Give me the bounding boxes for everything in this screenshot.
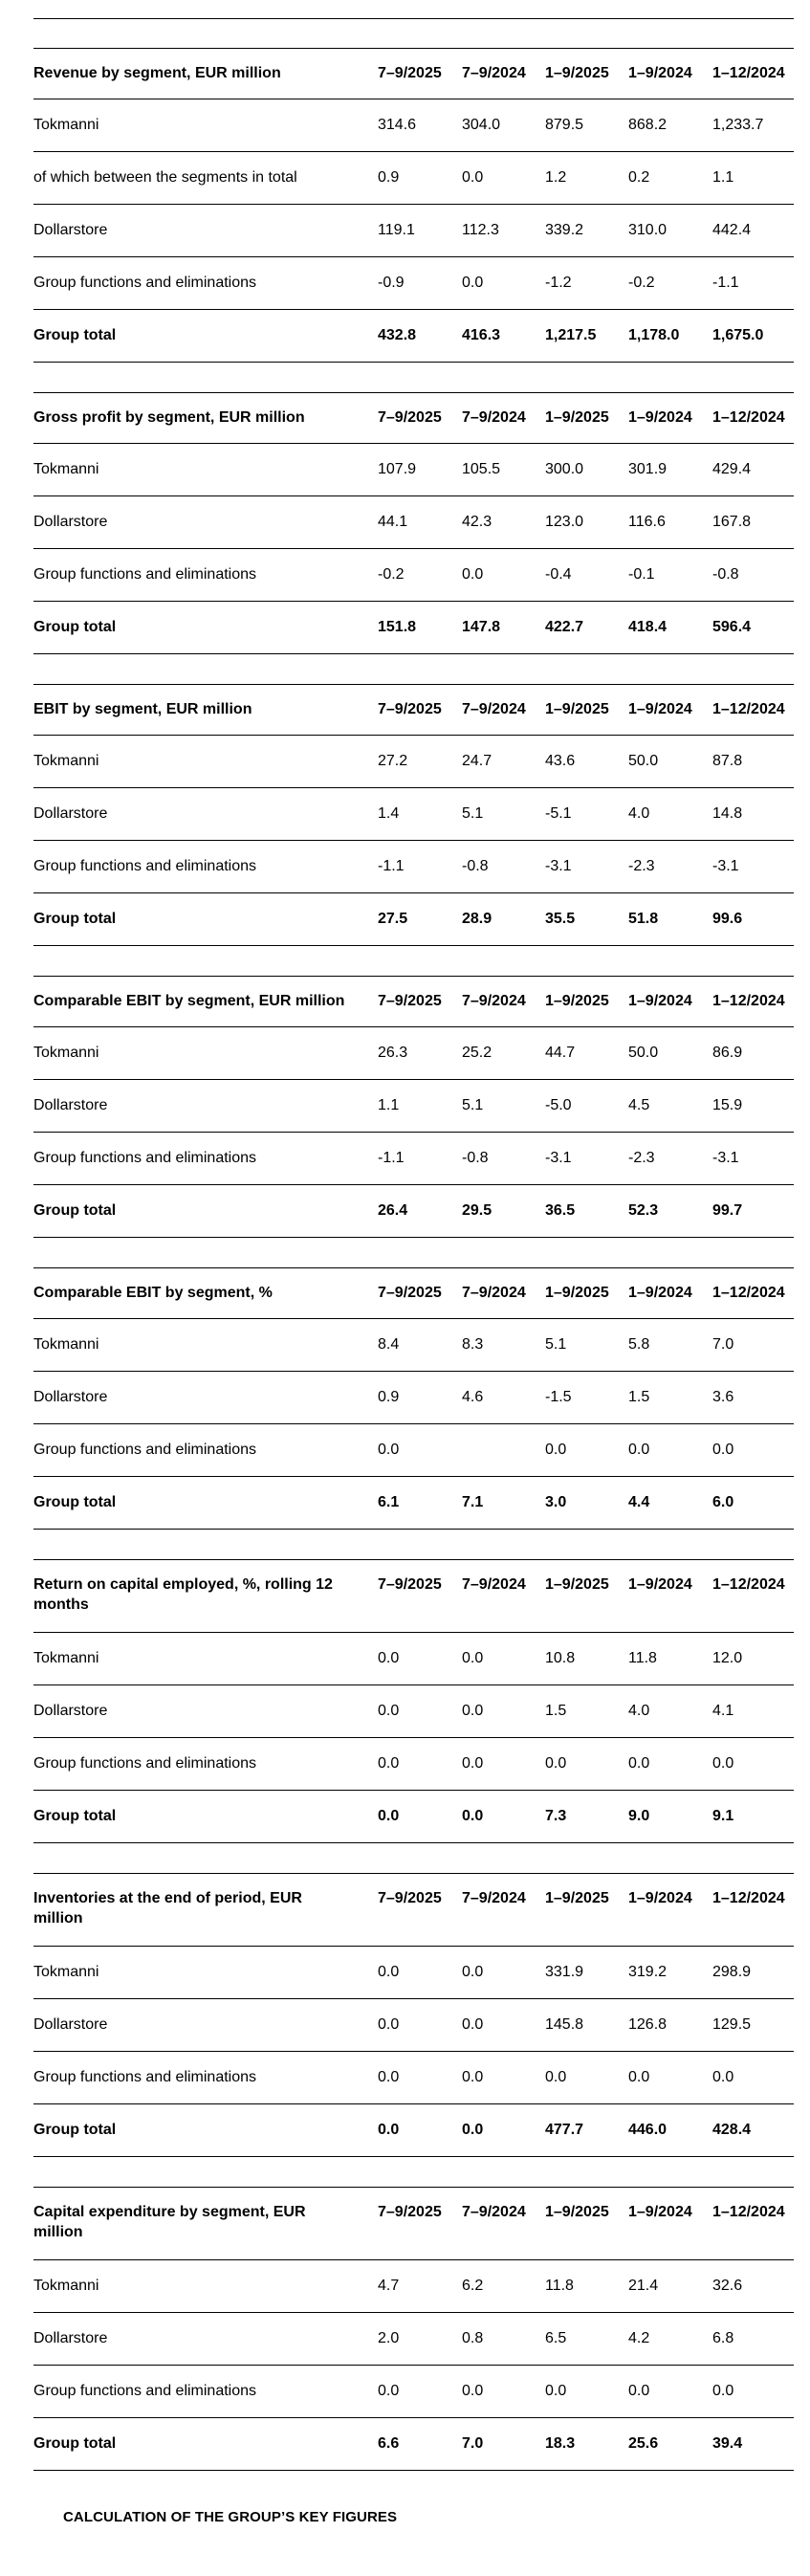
row-label: Tokmanni: [33, 1633, 378, 1685]
row-label: Group functions and eliminations: [33, 549, 378, 602]
value-cell: -1.5: [545, 1372, 628, 1424]
table-row: [33, 1738, 794, 1791]
value-cell: -3.1: [712, 1133, 794, 1185]
value-cell: 442.4: [712, 205, 794, 257]
value-cell: -2.3: [628, 841, 712, 893]
value-cell: -5.1: [545, 788, 628, 841]
value-cell: 24.7: [462, 736, 545, 788]
value-cell: 416.3: [462, 310, 545, 363]
table-row: [33, 205, 794, 257]
col-header-period: 7–9/2025: [378, 393, 462, 444]
value-cell: 7.0: [712, 1319, 794, 1372]
value-cell: 0.0: [462, 1685, 545, 1738]
col-header-period: 7–9/2025: [378, 685, 462, 736]
value-cell: 432.8: [378, 310, 462, 363]
value-cell: 310.0: [628, 205, 712, 257]
value-cell: -0.9: [378, 257, 462, 310]
row-label: of which between the segments in total: [33, 152, 378, 205]
value-cell: 429.4: [712, 444, 794, 496]
table-row: [33, 1791, 794, 1843]
value-cell: 428.4: [712, 2104, 794, 2157]
table-row: [33, 496, 794, 549]
value-cell: 43.6: [545, 736, 628, 788]
value-cell: 301.9: [628, 444, 712, 496]
segment-table: [33, 1559, 794, 1843]
value-cell: 4.5: [628, 1080, 712, 1133]
value-cell: -3.1: [545, 1133, 628, 1185]
value-cell: -0.2: [628, 257, 712, 310]
value-cell: 129.5: [712, 1999, 794, 2052]
col-header-period: 1–12/2024: [712, 2188, 794, 2260]
value-cell: 4.7: [378, 2260, 462, 2313]
col-header-period: 1–9/2025: [545, 1268, 628, 1319]
value-cell: 0.0: [378, 1424, 462, 1477]
col-header-period: 1–9/2025: [545, 977, 628, 1027]
value-cell: 147.8: [462, 602, 545, 654]
value-cell: 27.5: [378, 893, 462, 946]
col-header-period: 1–12/2024: [712, 1560, 794, 1633]
value-cell: 25.2: [462, 1027, 545, 1080]
value-cell: 1.1: [712, 152, 794, 205]
table-row: [33, 444, 794, 496]
col-header-period: 1–9/2024: [628, 1268, 712, 1319]
row-label: Group functions and eliminations: [33, 841, 378, 893]
value-cell: 50.0: [628, 736, 712, 788]
value-cell: 4.4: [628, 1477, 712, 1530]
value-cell: 7.0: [462, 2418, 545, 2471]
value-cell: 596.4: [712, 602, 794, 654]
value-cell: 5.1: [462, 788, 545, 841]
table-row: [33, 2313, 794, 2366]
value-cell: 116.6: [628, 496, 712, 549]
row-label: Tokmanni: [33, 1947, 378, 1999]
value-cell: 6.5: [545, 2313, 628, 2366]
value-cell: 151.8: [378, 602, 462, 654]
value-cell: 8.4: [378, 1319, 462, 1372]
value-cell: 0.0: [712, 2366, 794, 2418]
value-cell: -0.4: [545, 549, 628, 602]
value-cell: 14.8: [712, 788, 794, 841]
col-header-period: 7–9/2025: [378, 2188, 462, 2260]
value-cell: 298.9: [712, 1947, 794, 1999]
value-cell: 0.0: [378, 1685, 462, 1738]
value-cell: -3.1: [545, 841, 628, 893]
value-cell: 0.0: [462, 1947, 545, 1999]
table-title: Gross profit by segment, EUR million: [33, 393, 378, 444]
value-cell: 42.3: [462, 496, 545, 549]
table-header-row: [33, 49, 794, 99]
table-row: [33, 1319, 794, 1372]
value-cell: 86.9: [712, 1027, 794, 1080]
row-label: Dollarstore: [33, 1080, 378, 1133]
value-cell: 28.9: [462, 893, 545, 946]
table-header-row: [33, 977, 794, 1027]
col-header-period: 1–12/2024: [712, 49, 794, 99]
col-header-period: 1–9/2025: [545, 49, 628, 99]
segment-table: [33, 684, 794, 946]
table-title: Comparable EBIT by segment, %: [33, 1268, 378, 1319]
value-cell: 418.4: [628, 602, 712, 654]
table-row: [33, 788, 794, 841]
row-label: Dollarstore: [33, 788, 378, 841]
value-cell: 868.2: [628, 99, 712, 152]
row-label: Dollarstore: [33, 496, 378, 549]
row-label: Group functions and eliminations: [33, 257, 378, 310]
value-cell: 1,217.5: [545, 310, 628, 363]
value-cell: 0.0: [628, 2052, 712, 2104]
value-cell: 1,233.7: [712, 99, 794, 152]
table-row: [33, 257, 794, 310]
value-cell: -1.1: [378, 1133, 462, 1185]
value-cell: 52.3: [628, 1185, 712, 1238]
col-header-period: 7–9/2025: [378, 1560, 462, 1633]
value-cell: -0.1: [628, 549, 712, 602]
col-header-period: 1–9/2025: [545, 1560, 628, 1633]
col-header-period: 1–12/2024: [712, 1268, 794, 1319]
segment-table: [33, 48, 794, 363]
table-header-row: [33, 685, 794, 736]
value-cell: 44.1: [378, 496, 462, 549]
value-cell: 0.0: [378, 2366, 462, 2418]
col-header-period: 1–12/2024: [712, 393, 794, 444]
value-cell: 6.6: [378, 2418, 462, 2471]
row-label: Group total: [33, 893, 378, 946]
table-row: [33, 1027, 794, 1080]
value-cell: 1.2: [545, 152, 628, 205]
value-cell: 8.3: [462, 1319, 545, 1372]
value-cell: 0.0: [378, 1738, 462, 1791]
row-label: Tokmanni: [33, 2260, 378, 2313]
value-cell: 145.8: [545, 1999, 628, 2052]
table-row: [33, 1424, 794, 1477]
table-row: [33, 2418, 794, 2471]
value-cell: 15.9: [712, 1080, 794, 1133]
value-cell: 35.5: [545, 893, 628, 946]
value-cell: 0.0: [462, 1738, 545, 1791]
col-header-period: 7–9/2024: [462, 977, 545, 1027]
value-cell: 0.0: [462, 257, 545, 310]
col-header-period: 7–9/2024: [462, 1268, 545, 1319]
row-label: Dollarstore: [33, 1685, 378, 1738]
table-header-row: [33, 1268, 794, 1319]
segment-table: [33, 2187, 794, 2471]
value-cell: 0.0: [712, 1738, 794, 1791]
value-cell: 7.3: [545, 1791, 628, 1843]
value-cell: 4.2: [628, 2313, 712, 2366]
value-cell: -1.2: [545, 257, 628, 310]
table-row: [33, 1080, 794, 1133]
value-cell: 0.8: [462, 2313, 545, 2366]
value-cell: 0.0: [545, 2052, 628, 2104]
value-cell: 422.7: [545, 602, 628, 654]
value-cell: -1.1: [712, 257, 794, 310]
value-cell: 0.0: [378, 2052, 462, 2104]
row-label: Group functions and eliminations: [33, 2052, 378, 2104]
table-row: [33, 841, 794, 893]
table-row: [33, 893, 794, 946]
value-cell: 11.8: [628, 1633, 712, 1685]
table-row: [33, 1685, 794, 1738]
value-cell: 51.8: [628, 893, 712, 946]
col-header-period: 1–12/2024: [712, 685, 794, 736]
value-cell: 25.6: [628, 2418, 712, 2471]
value-cell: 27.2: [378, 736, 462, 788]
value-cell: 0.0: [545, 1424, 628, 1477]
row-label: Group total: [33, 2104, 378, 2157]
row-label: Group total: [33, 602, 378, 654]
value-cell: -1.1: [378, 841, 462, 893]
table-row: [33, 2104, 794, 2157]
segment-table: [33, 1267, 794, 1530]
value-cell: 167.8: [712, 496, 794, 549]
value-cell: 18.3: [545, 2418, 628, 2471]
value-cell: 0.0: [712, 2052, 794, 2104]
value-cell: 879.5: [545, 99, 628, 152]
row-label: Group total: [33, 2418, 378, 2471]
col-header-period: 7–9/2025: [378, 49, 462, 99]
col-header-period: 1–9/2024: [628, 2188, 712, 2260]
key-figures-heading: CALCULATION OF THE GROUP’S KEY FIGURES: [63, 2509, 398, 2525]
value-cell: 3.6: [712, 1372, 794, 1424]
value-cell: 36.5: [545, 1185, 628, 1238]
value-cell: 0.0: [462, 1791, 545, 1843]
table-title: Revenue by segment, EUR million: [33, 49, 378, 99]
value-cell: 446.0: [628, 2104, 712, 2157]
table-row: [33, 736, 794, 788]
table-row: [33, 2052, 794, 2104]
value-cell: 0.9: [378, 1372, 462, 1424]
value-cell: 4.6: [462, 1372, 545, 1424]
value-cell: 0.0: [628, 1424, 712, 1477]
row-label: Group total: [33, 1477, 378, 1530]
value-cell: 119.1: [378, 205, 462, 257]
row-label: Tokmanni: [33, 1319, 378, 1372]
value-cell: [462, 1424, 545, 1477]
table-row: [33, 602, 794, 654]
col-header-period: 7–9/2024: [462, 685, 545, 736]
table-row: [33, 310, 794, 363]
value-cell: 1.1: [378, 1080, 462, 1133]
value-cell: 0.0: [462, 549, 545, 602]
col-header-period: 1–9/2025: [545, 2188, 628, 2260]
value-cell: 99.6: [712, 893, 794, 946]
value-cell: 44.7: [545, 1027, 628, 1080]
value-cell: 0.0: [462, 152, 545, 205]
value-cell: 7.1: [462, 1477, 545, 1530]
value-cell: 1,178.0: [628, 310, 712, 363]
value-cell: 12.0: [712, 1633, 794, 1685]
value-cell: 4.1: [712, 1685, 794, 1738]
value-cell: 4.0: [628, 1685, 712, 1738]
value-cell: 29.5: [462, 1185, 545, 1238]
row-label: Group functions and eliminations: [33, 1133, 378, 1185]
col-header-period: 1–9/2024: [628, 393, 712, 444]
col-header-period: 7–9/2024: [462, 1874, 545, 1947]
col-header-period: 7–9/2025: [378, 977, 462, 1027]
table-header-row: [33, 393, 794, 444]
value-cell: 32.6: [712, 2260, 794, 2313]
value-cell: 107.9: [378, 444, 462, 496]
value-cell: 4.0: [628, 788, 712, 841]
segment-table: [33, 976, 794, 1238]
row-label: Group total: [33, 310, 378, 363]
value-cell: 0.0: [462, 2052, 545, 2104]
value-cell: 0.0: [628, 1738, 712, 1791]
value-cell: 319.2: [628, 1947, 712, 1999]
col-header-period: 1–9/2024: [628, 685, 712, 736]
value-cell: 99.7: [712, 1185, 794, 1238]
value-cell: 0.0: [378, 1947, 462, 1999]
row-label: Group total: [33, 1185, 378, 1238]
value-cell: 0.0: [378, 1791, 462, 1843]
value-cell: 6.2: [462, 2260, 545, 2313]
value-cell: 314.6: [378, 99, 462, 152]
row-label: Tokmanni: [33, 736, 378, 788]
value-cell: 0.0: [462, 2366, 545, 2418]
page-top-rule: [33, 18, 794, 19]
col-header-period: 1–9/2024: [628, 1874, 712, 1947]
value-cell: 112.3: [462, 205, 545, 257]
table-row: [33, 1372, 794, 1424]
value-cell: 5.1: [545, 1319, 628, 1372]
value-cell: 9.0: [628, 1791, 712, 1843]
value-cell: 0.2: [628, 152, 712, 205]
value-cell: 10.8: [545, 1633, 628, 1685]
value-cell: 0.9: [378, 152, 462, 205]
row-label: Tokmanni: [33, 444, 378, 496]
value-cell: 0.0: [462, 2104, 545, 2157]
value-cell: 0.0: [378, 2104, 462, 2157]
value-cell: 11.8: [545, 2260, 628, 2313]
value-cell: 0.0: [462, 1999, 545, 2052]
value-cell: 126.8: [628, 1999, 712, 2052]
value-cell: -0.8: [462, 1133, 545, 1185]
row-label: Group functions and eliminations: [33, 1424, 378, 1477]
value-cell: 1.5: [545, 1685, 628, 1738]
row-label: Group total: [33, 1791, 378, 1843]
value-cell: 50.0: [628, 1027, 712, 1080]
value-cell: 5.8: [628, 1319, 712, 1372]
value-cell: 6.8: [712, 2313, 794, 2366]
table-header-row: [33, 2188, 794, 2260]
col-header-period: 7–9/2024: [462, 1560, 545, 1633]
table-row: [33, 2366, 794, 2418]
segment-table: [33, 392, 794, 654]
table-row: [33, 1633, 794, 1685]
col-header-period: 7–9/2024: [462, 49, 545, 99]
value-cell: 2.0: [378, 2313, 462, 2366]
table-title: Capital expenditure by segment, EUR million: [33, 2188, 378, 2260]
col-header-period: 7–9/2025: [378, 1268, 462, 1319]
value-cell: 9.1: [712, 1791, 794, 1843]
value-cell: 339.2: [545, 205, 628, 257]
value-cell: -5.0: [545, 1080, 628, 1133]
row-label: Tokmanni: [33, 1027, 378, 1080]
row-label: Tokmanni: [33, 99, 378, 152]
table-row: [33, 1185, 794, 1238]
value-cell: 5.1: [462, 1080, 545, 1133]
value-cell: 1.4: [378, 788, 462, 841]
row-label: Dollarstore: [33, 205, 378, 257]
table-row: [33, 1999, 794, 2052]
value-cell: 26.3: [378, 1027, 462, 1080]
value-cell: -0.2: [378, 549, 462, 602]
value-cell: 0.0: [378, 1999, 462, 2052]
table-header-row: [33, 1874, 794, 1947]
value-cell: 0.0: [462, 1633, 545, 1685]
value-cell: 1.5: [628, 1372, 712, 1424]
col-header-period: 1–9/2024: [628, 977, 712, 1027]
value-cell: 0.0: [628, 2366, 712, 2418]
segment-table: [33, 1873, 794, 2157]
value-cell: -3.1: [712, 841, 794, 893]
value-cell: 331.9: [545, 1947, 628, 1999]
value-cell: 3.0: [545, 1477, 628, 1530]
value-cell: 477.7: [545, 2104, 628, 2157]
table-title: EBIT by segment, EUR million: [33, 685, 378, 736]
col-header-period: 7–9/2024: [462, 393, 545, 444]
value-cell: 0.0: [712, 1424, 794, 1477]
value-cell: 6.0: [712, 1477, 794, 1530]
table-row: [33, 1947, 794, 1999]
col-header-period: 1–9/2024: [628, 49, 712, 99]
value-cell: 304.0: [462, 99, 545, 152]
col-header-period: 1–9/2024: [628, 1560, 712, 1633]
table-row: [33, 1477, 794, 1530]
value-cell: 26.4: [378, 1185, 462, 1238]
row-label: Dollarstore: [33, 1372, 378, 1424]
table-title: Return on capital employed, %, rolling 12 months: [33, 1560, 378, 1633]
row-label: Dollarstore: [33, 2313, 378, 2366]
table-header-row: [33, 1560, 794, 1633]
value-cell: 0.0: [545, 2366, 628, 2418]
col-header-period: 1–12/2024: [712, 977, 794, 1027]
row-label: Group functions and eliminations: [33, 1738, 378, 1791]
value-cell: -0.8: [462, 841, 545, 893]
value-cell: 21.4: [628, 2260, 712, 2313]
value-cell: 0.0: [545, 1738, 628, 1791]
table-row: [33, 1133, 794, 1185]
value-cell: 0.0: [378, 1633, 462, 1685]
col-header-period: 7–9/2024: [462, 2188, 545, 2260]
value-cell: 6.1: [378, 1477, 462, 1530]
row-label: Group functions and eliminations: [33, 2366, 378, 2418]
value-cell: 1,675.0: [712, 310, 794, 363]
col-header-period: 1–9/2025: [545, 685, 628, 736]
value-cell: 87.8: [712, 736, 794, 788]
value-cell: 123.0: [545, 496, 628, 549]
value-cell: 300.0: [545, 444, 628, 496]
segment-tables-section: [0, 48, 810, 2471]
value-cell: -0.8: [712, 549, 794, 602]
col-header-period: 7–9/2025: [378, 1874, 462, 1947]
table-row: [33, 152, 794, 205]
value-cell: -2.3: [628, 1133, 712, 1185]
col-header-period: 1–9/2025: [545, 1874, 628, 1947]
table-row: [33, 549, 794, 602]
col-header-period: 1–12/2024: [712, 1874, 794, 1947]
value-cell: 39.4: [712, 2418, 794, 2471]
row-label: Dollarstore: [33, 1999, 378, 2052]
table-title: Comparable EBIT by segment, EUR million: [33, 977, 378, 1027]
table-row: [33, 99, 794, 152]
table-title: Inventories at the end of period, EUR million: [33, 1874, 378, 1947]
col-header-period: 1–9/2025: [545, 393, 628, 444]
value-cell: 105.5: [462, 444, 545, 496]
table-row: [33, 2260, 794, 2313]
